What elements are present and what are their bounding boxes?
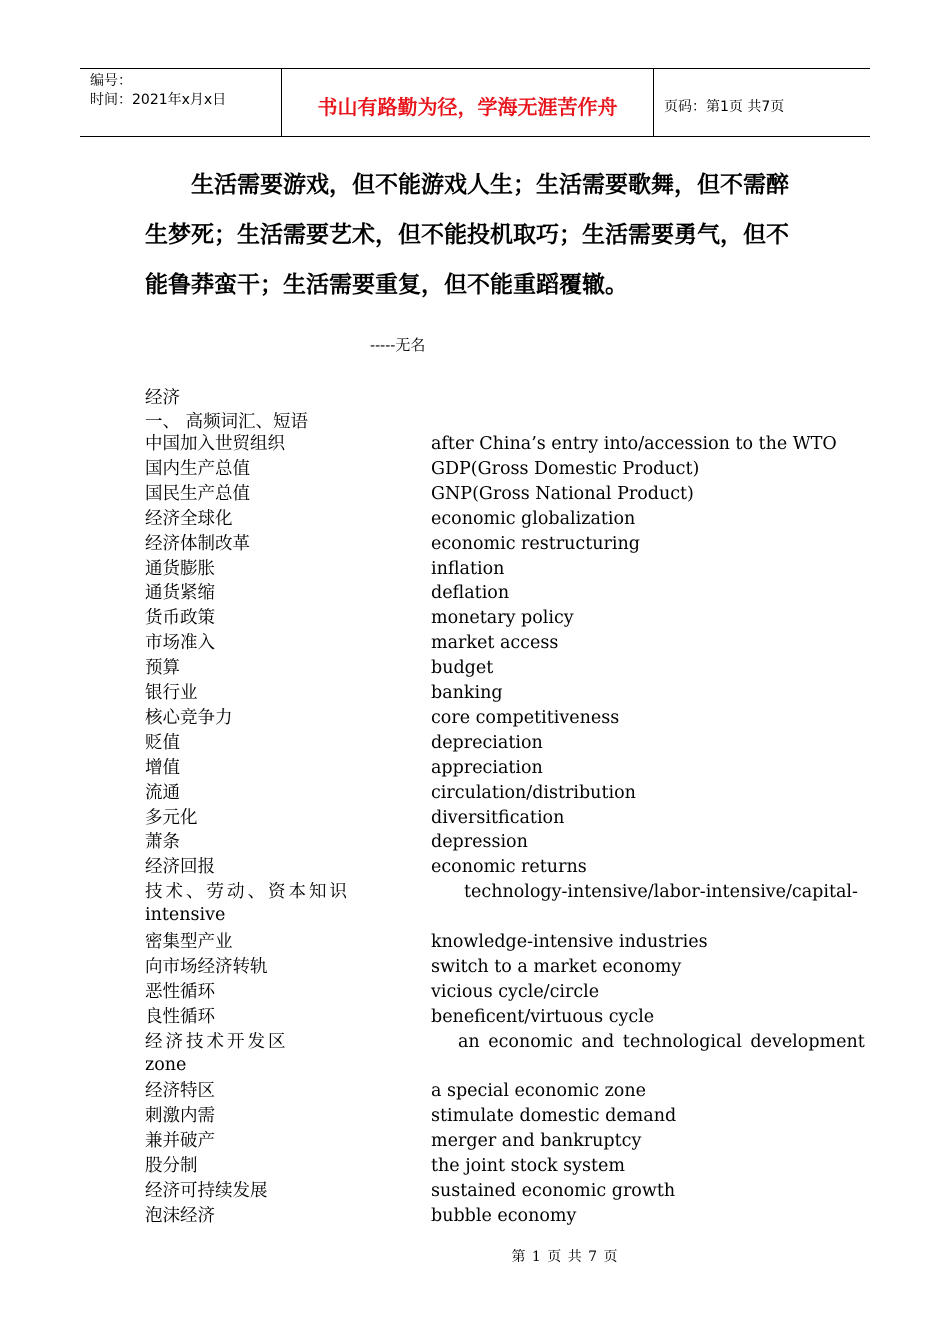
term-chinese: 核心竞争力 [145,707,233,728]
term-chinese: 萧条 [145,832,180,853]
term-english: deflation [431,583,510,604]
term-row [0,731,950,756]
term-chinese: 多元化 [145,807,198,828]
term-chinese: 增值 [145,757,180,778]
slogan-cell [281,69,654,136]
page-cell [654,69,870,136]
header-meta-cell [80,69,281,136]
term-row [0,482,950,507]
term-chinese: 国民生产总值 [145,483,250,504]
term-chinese: 通货紧缩 [145,583,215,604]
term-row [0,1079,950,1104]
term-english: the joint stock system [431,1156,625,1177]
term-english: GDP(Gross Domestic Product) [431,458,700,479]
term-english: economic globalization [431,508,636,529]
term-english: after China’s entry into/accession to the WTO [431,434,837,454]
term-english: sustained economic growth [431,1181,676,1201]
term-english: an economic and technological development [458,1031,865,1052]
term-chinese: 经济回报 [145,857,215,878]
document-header [80,68,870,137]
term-row [0,581,950,606]
term-chinese: 货币政策 [145,608,215,629]
term-chinese: 国内生产总值 [145,458,250,479]
term-chinese: 经济全球化 [145,508,233,529]
term-english: budget [431,658,494,679]
term-chinese: 经济可持续发展 [145,1181,268,1201]
term-row [0,432,950,457]
term-english: monetary policy [431,608,574,629]
term-chinese: 市场准入 [145,633,215,654]
term-chinese: 通货膨胀 [145,558,215,579]
term-row [0,1154,950,1179]
section-subtitle: 一、 高频词汇、短语 [145,412,309,432]
number-label: 编号： [90,73,132,89]
term-continuation-zone: zone [145,1055,187,1075]
term-row [0,681,950,706]
term-chinese: 银行业 [145,683,198,703]
term-row [0,1030,950,1055]
term-chinese: 流通 [145,782,180,803]
term-english: depression [431,832,528,853]
term-row [0,930,950,955]
time-label: 时间：2021年x月x日 [90,92,227,108]
term-english: GNP(Gross National Product) [431,483,694,504]
motto-paragraph: 生活需要游戏，但不能游戏人生；生活需要歌舞，但不需醉生梦死；生活需要艺术，但不能投机取巧；生活需要勇气，但不能鲁莽蛮干；生活需要重复，但不能重蹈覆辙。 [145,172,789,298]
term-continuation-intensive: intensive [145,905,226,925]
term-row [0,980,950,1005]
term-row [0,1104,950,1129]
term-row [0,557,950,582]
term-english: economic restructuring [431,533,640,554]
term-english: switch to a market economy [431,956,682,977]
term-english: core competitiveness [431,707,620,728]
term-english: economic returns [431,857,587,878]
term-chinese: 贬值 [145,732,180,753]
term-chinese: 密集型产业 [145,932,233,952]
term-row [0,631,950,656]
page-label: 页码：第1页 共7页 [664,98,785,115]
term-row [0,1129,950,1154]
term-chinese: 刺激内需 [145,1106,215,1127]
term-english: appreciation [431,757,543,778]
term-english: depreciation [431,732,543,753]
term-english: diversitfication [431,807,565,828]
term-chinese: 技术、劳动、资本知识 [145,882,350,903]
term-row [0,830,950,855]
term-row [0,955,950,980]
term-english: stimulate domestic demand [431,1106,677,1127]
term-chinese: 经济体制改革 [145,533,250,554]
term-chinese: 预算 [145,658,180,679]
term-chinese: 良性循环 [145,1006,215,1027]
term-english: market access [431,633,559,654]
term-row [0,855,950,880]
term-row [0,1179,950,1204]
term-chinese: 泡沫经济 [145,1205,215,1226]
term-english: beneficent/virtuous cycle [431,1006,655,1027]
term-row [0,880,950,905]
term-english: knowledge-intensive industries [431,932,708,952]
term-row [0,507,950,532]
term-chinese: 经济技术开发区 [145,1031,289,1052]
term-row [0,1005,950,1030]
term-chinese: 兼并破产 [145,1131,215,1152]
term-english: merger and bankruptcy [431,1131,642,1152]
term-english: circulation/distribution [431,782,636,803]
term-english: inflation [431,558,505,579]
term-row [0,457,950,482]
term-chinese: 股分制 [145,1156,198,1177]
term-row [0,781,950,806]
term-row [0,756,950,781]
term-row [0,606,950,631]
motto-author: -----无名 [370,336,426,354]
term-row [0,1204,950,1229]
term-row [0,706,950,731]
page-footer [0,1246,950,1266]
term-english: a special economic zone [431,1081,646,1102]
term-english: technology-intensive/labor-intensive/capital- [464,882,858,903]
term-chinese: 恶性循环 [145,981,215,1002]
term-chinese: 中国加入世贸组织 [145,434,285,454]
term-chinese: 向市场经济转轨 [145,956,268,977]
slogan-text: 书山有路勤为径，学海无涯苦作舟 [317,95,618,119]
term-chinese: 经济特区 [145,1081,215,1102]
term-row [0,532,950,557]
footer-page-number: 第 1 页 共 7 页 [511,1249,619,1265]
term-english: bubble economy [431,1205,577,1226]
term-english: banking [431,683,503,703]
term-english: vicious cycle/circle [431,981,600,1002]
term-row [0,656,950,681]
term-row [0,806,950,831]
section-title: 经济 [145,388,180,408]
